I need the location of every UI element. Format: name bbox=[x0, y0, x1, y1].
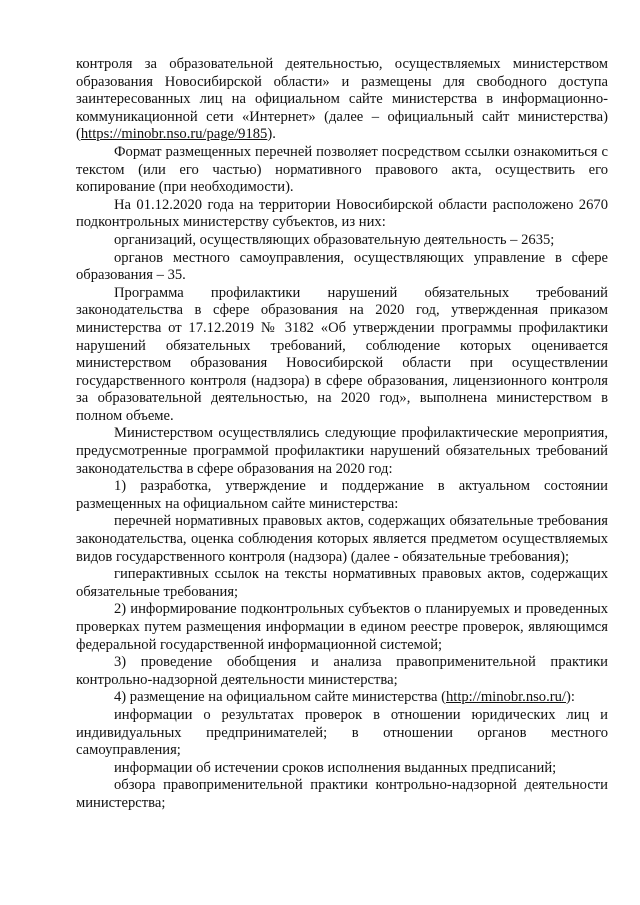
paragraph-continuation: контроля за образовательной деятельностью, осуществляемых министерством образования Новосибирской области» и размещены для свободного доступа заинтересованных лиц на официальном сайте министерства в информационно-коммуникационной сети «Интернет» (далее – официальный сайт министерства) (https://minobr.nso.ru/page/9185). bbox=[76, 56, 608, 143]
paragraph-organizations: организаций, осуществляющих образовательную деятельность – 2635; bbox=[114, 231, 555, 248]
paragraph-practice-review: обзора правоприменительной практики контрольно-надзорной деятельности министерства; bbox=[76, 777, 608, 811]
paragraph-format: Формат размещенных перечней позволяет посредством ссылки ознакомиться с текстом (или его частью) нормативного правового акта, осуществить его копирование (при необходимости). bbox=[76, 143, 608, 196]
paragraph-lists-of-acts: перечней нормативных правовых актов, содержащих обязательные требования законодательства, оценка соблюдения которых является предметом осуществляемых видов государственного контроля (надзора) (далее - обязательные требования); bbox=[76, 513, 608, 565]
list-item-1: 1) разработка, утверждение и поддержание в актуальном состоянии размещенных на официальном сайте министерства: bbox=[76, 478, 608, 512]
paragraph-local-authorities: органов местного самоуправления, осуществляющих управление в сфере образования – 35. bbox=[76, 249, 608, 284]
paragraph-prevention-program: Программа профилактики нарушений обязательных требований законодательства в сфере образования на 2020 год, утвержденная приказом министерства от 17.12.2019 № 3182 «Об утверждении программы профилактики нарушений обязательных требований, соблюдение которых оценивается министерством образования Новосибирской области при осуществлении государственного контроля (надзора) в сфере образования, лицензионного контроля за образовательной деятельностью, на 2020 год», выполнена министерством в полном объеме. bbox=[76, 284, 608, 424]
paragraph-measures-intro: Министерством осуществлялись следующие профилактические мероприятия, предусмотренные программой профилактики нарушений обязательных требований законодательства в сфере образования на 2020 год: bbox=[76, 425, 608, 477]
paragraph-hyperlinks: гиперактивных ссылок на тексты нормативных правовых актов, содержащих обязательные требования; bbox=[76, 566, 608, 600]
paragraph-subjects-count: На 01.12.2020 года на территории Новосибирской области расположено 2670 подконтрольных министерству субъектов, из них: bbox=[76, 196, 608, 231]
document-page bbox=[76, 56, 608, 813]
minobr-page-link[interactable]: https://minobr.nso.ru/page/9185 bbox=[80, 126, 268, 143]
list-item-4: 4) размещение на официальном сайте министерства (http://minobr.nso.ru/): bbox=[114, 689, 575, 706]
list-item-3: 3) проведение обобщения и анализа правоприменительной практики контрольно-надзорной деятельности министерства; bbox=[76, 654, 608, 688]
list-item-2: 2) информирование подконтрольных субъектов о планируемых и проведенных проверках путем размещения информации в едином реестре проверок, являющимся федеральной государственной информационной системой; bbox=[76, 601, 608, 653]
paragraph-inspection-results: информации о результатах проверок в отношении юридических лиц и индивидуальных предпринимателей; в отношении органов местного самоуправления; bbox=[76, 706, 608, 759]
minobr-site-link[interactable]: http://minobr.nso.ru/ bbox=[445, 689, 566, 706]
paragraph-deadlines: информации об истечении сроков исполнения выданных предписаний; bbox=[114, 759, 557, 776]
